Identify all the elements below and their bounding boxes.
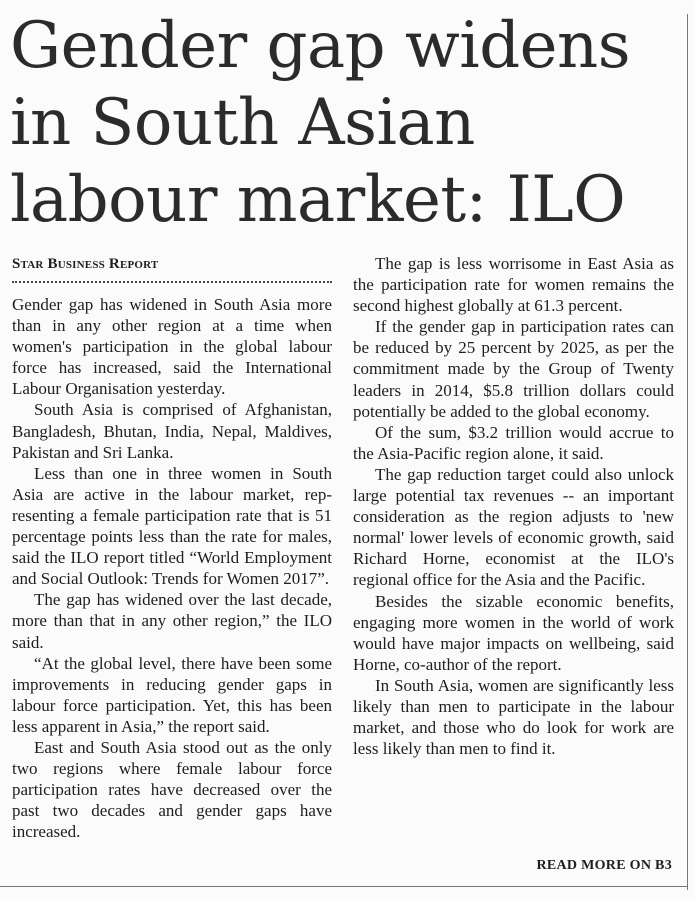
paragraph: Of the sum, $3.2 trillion would accrue to the Asia-Pacific region alone, it said. <box>353 422 674 463</box>
paragraph: “At the global level, there have been some improvements in reducing gender gaps in labour force participation. Yet, this has been less apparent in Asia,” the report said. <box>12 653 332 736</box>
paragraph: Besides the sizable economic benefits, engaging more women in the world of work would have major impacts on wellbeing, said Horne, co-author of the report. <box>353 591 674 674</box>
article-column-left <box>12 294 332 880</box>
byline: Star Business Report <box>12 256 159 272</box>
paragraph: If the gender gap in participation rates can be reduced by 25 percent by 2025, as per the commitment made by the Group of Twenty leaders in 2014, $5.8 trillion dollars could potentially be added to the global economy. <box>353 317 674 421</box>
paragraph: East and South Asia stood out as the only two regions where female labour force participation rates have decreased over the past two decades and gender gaps have increased. <box>12 737 332 842</box>
bottom-rule <box>0 886 687 887</box>
headline-line: in South Asian <box>10 86 475 160</box>
paragraph: The gap reduction target could also unlock large potential tax revenues -- an important consideration as the region adjusts to 'new normal' lower levels of economic growth, said Richard Horne, economist at the ILO's regional office for the Asia and the Pacific. <box>353 464 674 590</box>
paragraph: The gap has widened over the last decade, more than that in any other region,” the ILO said. <box>12 590 332 652</box>
paragraph: The gap is less worrisome in East Asia as the participation rate for women remains the second highest globally at 61.3 percent. <box>353 254 674 316</box>
read-more-link[interactable]: READ MORE ON B3 <box>536 858 672 873</box>
dotted-divider <box>12 281 332 283</box>
headline-line: Gender gap widens <box>10 9 631 83</box>
paragraph: Gender gap has widened in South Asia more than in any other region at a time when women's participation in the global labour force has increased, said the International Labour Organisation yesterday. <box>12 295 332 399</box>
paragraph: In South Asia, women are significantly less likely than men to participate in the labour market, and those who do look for work are less likely than men to find it. <box>353 675 674 759</box>
headline-line: labour market: ILO <box>10 163 626 237</box>
headline <box>10 8 680 239</box>
column-rule <box>687 14 688 890</box>
paragraph: Less than one in three women in South Asia are active in the labour market, representing a female participation rate that is 51 percentage points less than the rate for males, said the ILO report titled “World Employment and Social Outlook: Trends for Women 2017”. <box>12 463 332 589</box>
article-column-right <box>353 253 674 857</box>
paragraph: South Asia is comprised of Afghanistan, Bangladesh, Bhutan, India, Nepal, Maldives, Pakistan and Sri Lanka. <box>12 400 332 462</box>
